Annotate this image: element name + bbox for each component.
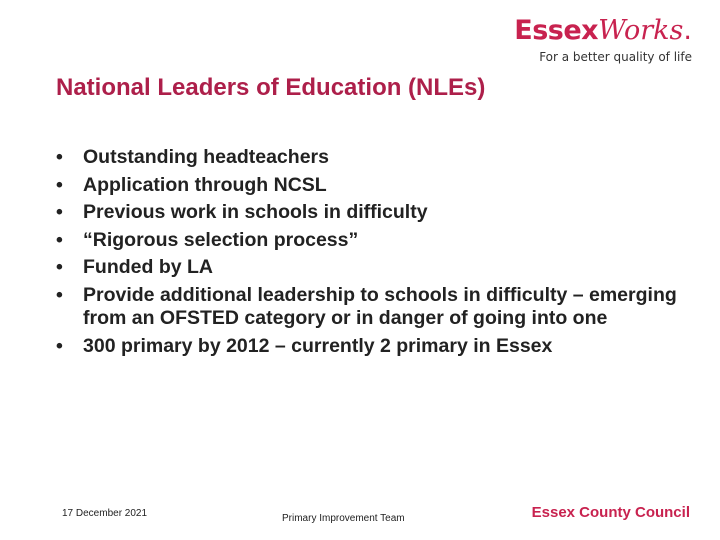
footer-date: 17 December 2021 [62, 508, 148, 519]
bullet-item: • Previous work in schools in difficulty [56, 201, 686, 225]
logo-tagline: For a better quality of life [539, 50, 692, 64]
logo-wordmark [514, 14, 692, 48]
slide-title: National Leaders of Education (NLEs) [56, 74, 486, 101]
bullet-item: • Provide additional leadership to schools in difficulty – emerging from an OFSTED category or in danger of going into one [56, 284, 686, 331]
logo-essex-text: Essex [514, 15, 599, 46]
bullet-list [56, 146, 686, 362]
bullet-item: • Funded by LA [56, 256, 686, 280]
essex-works-logo [514, 14, 692, 64]
bullet-item: • Application through NCSL [56, 174, 686, 198]
bullet-item: • “Rigorous selection process” [56, 229, 686, 253]
logo-works-text: Works [598, 15, 684, 46]
bullet-item: • Outstanding headteachers [56, 146, 686, 170]
essex-county-council-logo: Essex County Council [531, 504, 690, 521]
logo-dot: . [683, 15, 692, 46]
bullet-item: • 300 primary by 2012 – currently 2 primary in Essex [56, 335, 686, 359]
footer-team: Primary Improvement Team [282, 513, 405, 524]
